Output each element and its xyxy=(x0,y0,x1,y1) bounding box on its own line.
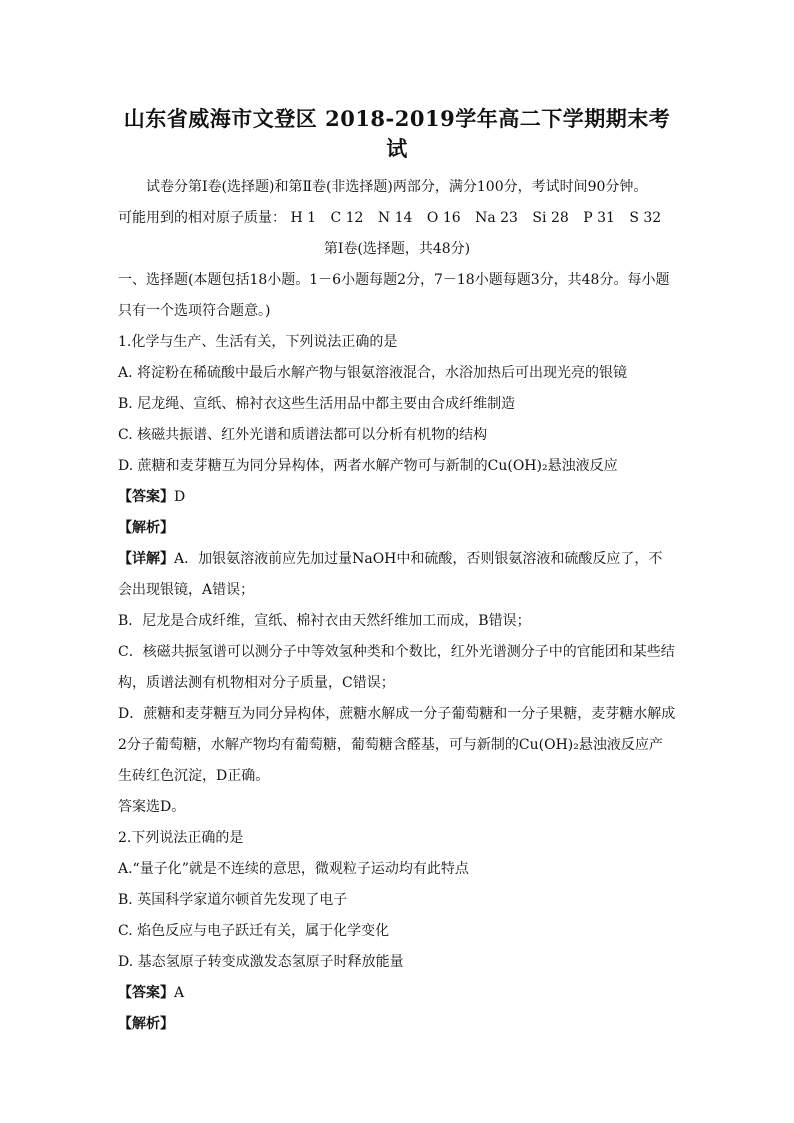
option-a: A. 将淀粉在稀硫酸中最后水解产物与银氨溶液混合，水浴加热后可出现光亮的银镜 xyxy=(118,365,628,381)
answer-label: 【答案】 xyxy=(118,489,174,505)
section-title: 第Ⅰ卷(选择题，共48分) xyxy=(323,241,471,257)
option-d: D. 基态氢原子转变成激发态氢原子时释放能量 xyxy=(118,954,404,970)
option-d: D. 蔗糖和麦芽糖互为同分异构体，两者水解产物可与新制的Cu(OH)₂悬浊液反应 xyxy=(118,458,618,474)
analysis-label: 【解析】 xyxy=(118,520,174,536)
option-c: C. 核磁共振谱、红外光谱和质谱法都可以分析有机物的结构 xyxy=(118,427,488,443)
atomic-mass-item: N 14 xyxy=(377,210,413,226)
atomic-mass-item: H 1 xyxy=(290,210,317,226)
question-2 xyxy=(118,823,676,1040)
atomic-mass-line xyxy=(118,203,676,234)
detail-a xyxy=(118,544,676,606)
exam-intro: 试卷分第Ⅰ卷(选择题)和第Ⅱ卷(非选择题)两部分，满分100分，考试时间90分钟。 xyxy=(146,179,648,195)
atomic-mass-prefix: 可能用到的相对原子质量： xyxy=(118,210,286,226)
atomic-mass-list xyxy=(290,210,671,226)
option-b: B. 尼龙绳、宣纸、棉衬衣这些生活用品中都主要由合成纤维制造 xyxy=(118,396,516,412)
conclusion: 答案选D。 xyxy=(118,799,186,815)
atomic-mass-item: Na 23 xyxy=(475,210,518,226)
atomic-mass-item: O 16 xyxy=(426,210,461,226)
analysis-label: 【解析】 xyxy=(118,1016,174,1032)
detail-c: C．核磁共振氢谱可以测分子中等效氢种类和个数比，红外光谱测分子中的官能团和某些结构，质谱法测有机物相对分子质量，C错误； xyxy=(118,644,675,691)
answer-line xyxy=(118,482,676,513)
detail-b: B．尼龙是合成纤维，宣纸、棉衬衣由天然纤维加工而成，B错误； xyxy=(118,613,531,629)
option-b: B. 英国科学家道尔顿首先发现了电子 xyxy=(118,892,348,908)
answer-line xyxy=(118,978,676,1009)
option-a: A.“量子化”就是不连续的意思，微观粒子运动均有此特点 xyxy=(118,861,469,877)
detail-a-text: A．加银氨溶液前应先加过量NaOH中和硫酸，否则银氨溶液和硫酸反应了，不会出现银镜，A错误； xyxy=(118,551,663,598)
question-1 xyxy=(118,327,676,823)
answer-value: A xyxy=(174,985,185,1001)
answer-label: 【答案】 xyxy=(118,985,174,1001)
atomic-mass-item: P 31 xyxy=(583,210,615,226)
question-stem: 2.下列说法正确的是 xyxy=(118,830,244,846)
answer-value: D xyxy=(174,489,186,505)
detail-d: D．蔗糖和麦芽糖互为同分异构体，蔗糖水解成一分子葡萄糖和一分子果糖，麦芽糖水解成2分子葡萄糖，水解产物均有葡萄糖，葡萄糖含醛基，可与新制的Cu(OH)₂悬浊液反应产生砖红色沉淀，D正确。 xyxy=(118,706,676,784)
question-stem: 1.化学与生产、生活有关，下列说法正确的是 xyxy=(118,334,398,350)
atomic-mass-item: S 32 xyxy=(629,210,662,226)
atomic-mass-item: Si 28 xyxy=(532,210,569,226)
option-c: C. 焰色反应与电子跃迁有关，属于化学变化 xyxy=(118,923,390,939)
doc-title: 山东省威海市文登区 2018-2019学年高二下学期期末考试 xyxy=(123,106,671,161)
detail-label: 【详解】 xyxy=(118,551,174,567)
atomic-mass-item: C 12 xyxy=(330,210,364,226)
section-description: 一、选择题(本题包括18小题。1－6小题每题2分，7－18小题每题3分，共48分。每小题只有一个选项符合题意。) xyxy=(118,272,670,319)
